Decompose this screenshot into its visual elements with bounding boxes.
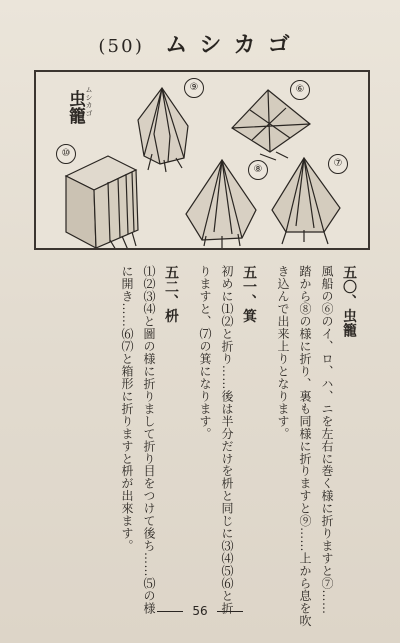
section-50-line-2: 踏から⑧の様に折り、裏も同様に折りますと⑨……上から息を吹 <box>298 265 312 627</box>
figure-label: 虫籠 <box>65 90 85 124</box>
section-50-line-3: き込んで出来上りとなります。 <box>276 265 290 440</box>
page-number: 56 <box>192 604 208 618</box>
section-52-line-1: ⑴⑵⑶⑷と圖の様に折りまして折り目をつけて後ち……⑸の様 <box>142 265 156 615</box>
origami-figure-plate <box>34 70 370 250</box>
section-50-line-1: 風船の⑥のイ、ロ、ハ、ニを左右に巻く様に折りますと⑦…… <box>320 265 334 615</box>
step-marker-7: ⑦ <box>328 154 348 174</box>
column-gap <box>260 265 272 565</box>
page-title: ムシカゴ <box>165 32 302 58</box>
figure-label-ruby: ムシカゴ <box>85 86 93 117</box>
step-marker-6: ⑥ <box>290 80 310 100</box>
section-52-line-2: に開き……⑹⑺と箱形に折りますと枡が出來ます。 <box>120 265 134 553</box>
section-50-heading: 五〇、虫籠 <box>341 265 357 338</box>
section-52-heading: 五二、枡 <box>163 265 179 324</box>
body-text <box>116 265 360 627</box>
step-marker-8: ⑧ <box>248 160 268 180</box>
section-51-heading: 五一、箕 <box>241 265 257 324</box>
fold-step-10-drawing <box>66 156 138 250</box>
fold-step-9-drawing <box>138 88 188 172</box>
section-number: (50) <box>98 36 145 57</box>
footer-dash-left <box>157 611 183 612</box>
footer-dash-right <box>217 611 243 612</box>
page-header <box>0 28 400 59</box>
step-marker-10: ⑩ <box>56 144 76 164</box>
section-51-line-1: 初めに⑴⑵と折り……後は半分だけを枡と同じに⑶⑷⑸⑹と折 <box>220 265 234 615</box>
section-51-line-2: りますと、⑺の箕になります。 <box>198 265 212 440</box>
fold-step-8-drawing <box>186 160 256 248</box>
column-gap <box>182 265 194 565</box>
fold-step-6-drawing <box>232 90 310 160</box>
page-footer <box>0 604 400 618</box>
step-marker-9: ⑨ <box>184 78 204 98</box>
